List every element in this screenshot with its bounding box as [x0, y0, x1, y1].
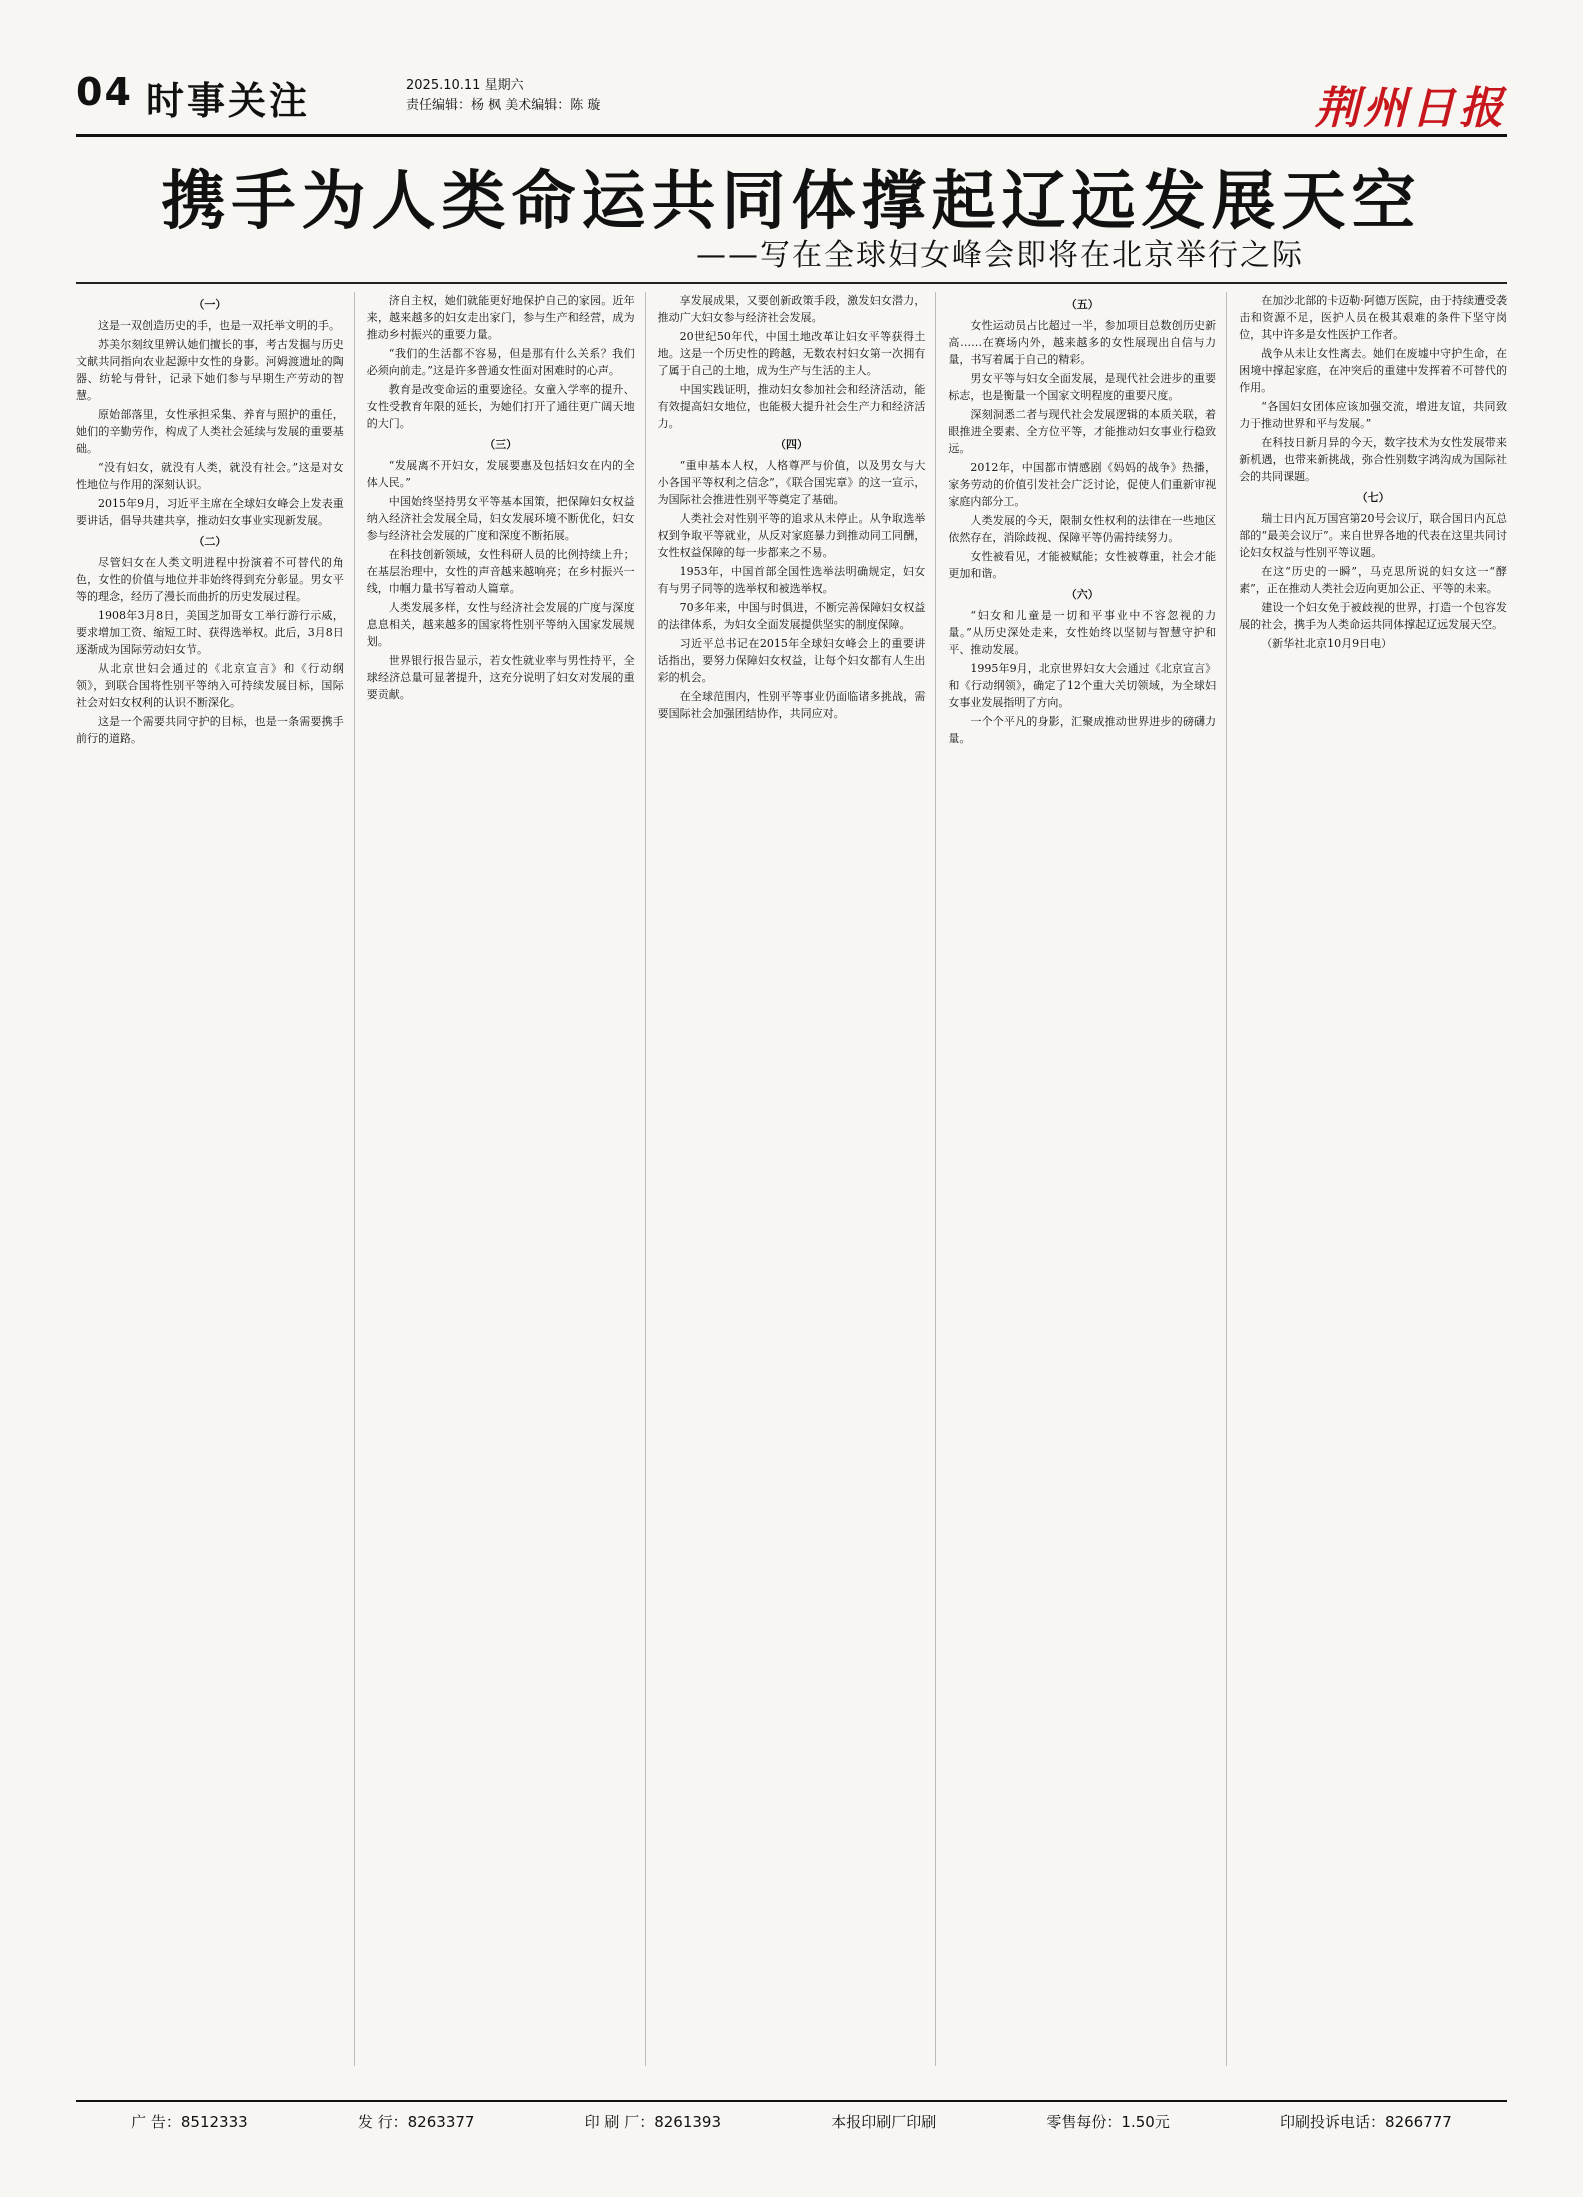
- paragraph: 深刻洞悉二者与现代社会发展逻辑的本质关联，着眼推进全要素、全方位平等，才能推动妇女事业行稳致远。: [948, 408, 1217, 455]
- paragraph: 1995年9月，北京世界妇女大会通过《北京宣言》和《行动纲领》，确定了12个重大关切领域，为全球妇女事业发展指明了方向。: [948, 662, 1217, 709]
- paragraph: “重申基本人权，人格尊严与价值，以及男女与大小各国平等权利之信念”，《联合国宪章》的这一宣示，为国际社会推进性别平等奠定了基础。: [657, 459, 926, 506]
- paragraph: 这是一个需要共同守护的目标，也是一条需要携手前行的道路。: [76, 715, 344, 745]
- paragraph: “没有妇女，就没有人类，就没有社会。”这是对女性地位与作用的深刻认识。: [76, 461, 344, 491]
- paragraph: “我们的生活都不容易，但是那有什么关系？我们必须向前走。”这是许多普通女性面对困难时的心声。: [366, 347, 635, 377]
- paragraph: 原始部落里，女性承担采集、养育与照护的重任，她们的辛勤劳作，构成了人类社会延续与发展的重要基础。: [76, 408, 344, 455]
- paragraph: 中国始终坚持男女平等基本国策，把保障妇女权益纳入经济社会发展全局，妇女发展环境不断优化，妇女参与经济社会发展的广度和深度不断拓展。: [366, 495, 635, 542]
- paragraph: （新华社北京10月9日电）: [1261, 637, 1393, 650]
- footer-bar: [76, 2100, 1507, 2142]
- paragraph: 从北京世妇会通过的《北京宣言》和《行动纲领》，到联合国将性别平等纳入可持续发展目标，国际社会对妇女权利的认识不断深化。: [76, 662, 344, 709]
- paragraph: 1908年3月8日，美国芝加哥女工举行游行示威，要求增加工资、缩短工时、获得选举权。此后，3月8日逐渐成为国际劳动妇女节。: [76, 609, 344, 656]
- paragraph: 在加沙北部的卡迈勒·阿德万医院，由于持续遭受袭击和资源不足，医护人员在极其艰难的条件下坚守岗位，其中许多是女性医护工作者。: [1239, 294, 1507, 341]
- footer-distribution-phone: 发 行：8263377: [357, 2113, 475, 2131]
- paragraph: 战争从未让女性离去。她们在废墟中守护生命，在困境中撑起家庭，在冲突后的重建中发挥着不可替代的作用。: [1239, 347, 1507, 394]
- paragraph: 这是一双创造历史的手，也是一双托举文明的手。: [98, 319, 340, 332]
- paragraph: 2012年，中国都市情感剧《妈妈的战争》热播，家务劳动的价值引发社会广泛讨论，促使人们重新审视家庭内部分工。: [948, 461, 1217, 508]
- paragraph: 20世纪50年代，中国土地改革让妇女平等获得土地。这是一个历史性的跨越，无数农村妇女第一次拥有了属于自己的土地，成为生产与生活的主人。: [657, 330, 926, 377]
- paragraph: 女性被看见，才能被赋能；女性被尊重，社会才能更加和谐。: [948, 550, 1217, 580]
- paragraph: 尽管妇女在人类文明进程中扮演着不可替代的角色，女性的价值与地位并非始终得到充分彰显。男女平等的理念，经历了漫长而曲折的历史发展过程。: [76, 556, 344, 603]
- footer-printer-phone: 印 刷 厂：8261393: [584, 2113, 721, 2131]
- paragraph: 瑞士日内瓦万国宫第20号会议厅，联合国日内瓦总部的“最美会议厅”。来自世界各地的代表在这里共同讨论妇女权益与性别平等议题。: [1239, 512, 1507, 559]
- footer-price: 零售每份：1.50元: [1046, 2113, 1170, 2131]
- paragraph: 人类发展的今天，限制女性权利的法律在一些地区依然存在，消除歧视、保障平等仍需持续努力。: [948, 514, 1217, 544]
- paragraph: 在科技日新月异的今天，数字技术为女性发展带来新机遇，也带来新挑战，弥合性别数字鸿沟成为国际社会的共同课题。: [1239, 436, 1507, 483]
- section-heading: （七）: [1356, 491, 1390, 504]
- paragraph: 男女平等与妇女全面发展，是现代社会进步的重要标志，也是衡量一个国家文明程度的重要尺度。: [948, 372, 1217, 402]
- paragraph: 济自主权，她们就能更好地保护自己的家园。近年来，越来越多的妇女走出家门，参与生产和经营，成为推动乡村振兴的重要力量。: [366, 294, 635, 341]
- paragraph: 人类社会对性别平等的追求从未停止。从争取选举权到争取平等就业，从反对家庭暴力到推动同工同酬，女性权益保障的每一步都来之不易。: [657, 512, 926, 559]
- article-column: [658, 292, 937, 2066]
- section-heading: （四）: [774, 438, 808, 451]
- section-heading: （一）: [193, 298, 227, 311]
- paragraph: 教育是改变命运的重要途径。女童入学率的提升、女性受教育年限的延长，为她们打开了通往更广阔天地的大门。: [366, 383, 635, 430]
- paragraph: 一个个平凡的身影，汇聚成推动世界进步的磅礴力量。: [948, 715, 1217, 745]
- article-column: [76, 292, 355, 2066]
- paragraph: 享发展成果，又要创新政策手段，激发妇女潜力，推动广大妇女参与经济社会发展。: [657, 294, 926, 324]
- article-column: [948, 292, 1227, 2066]
- footer-ad-phone: 广 告：8512333: [131, 2113, 248, 2131]
- editors-credit: 责任编辑：杨 枫 美术编辑：陈 璇: [406, 98, 601, 113]
- masthead: [76, 70, 1507, 137]
- section-title: 时事关注: [146, 79, 311, 123]
- paragraph: 在全球范围内，性别平等事业仍面临诸多挑战，需要国际社会加强团结协作，共同应对。: [657, 690, 926, 720]
- paragraph: 人类发展多样，女性与经济社会发展的广度与深度息息相关，越来越多的国家将性别平等纳入国家发展规划。: [366, 601, 635, 648]
- paragraph: 2015年9月，习近平主席在全球妇女峰会上发表重要讲话，倡导共建共享，推动妇女事业实现新发展。: [76, 497, 344, 527]
- article-subheadline: ——写在全球妇女峰会即将在北京举行之际: [696, 238, 1304, 273]
- page-number: 04: [76, 70, 133, 114]
- paragraph: 在科技创新领域，女性科研人员的比例持续上升；在基层治理中，女性的声音越来越响亮；在乡村振兴一线，巾帼力量书写着动人篇章。: [366, 548, 635, 595]
- paragraph: “妇女和儿童是一切和平事业中不容忽视的力量。”从历史深处走来，女性始终以坚韧与智慧守护和平、推动发展。: [948, 609, 1217, 656]
- article-body: [76, 292, 1507, 2066]
- footer-printer: 本报印刷厂印刷: [831, 2113, 937, 2131]
- paragraph: “发展离不开妇女，发展要惠及包括妇女在内的全体人民。”: [366, 459, 635, 489]
- newspaper-logo: 荆州日报: [1315, 83, 1507, 134]
- article-headline: 携手为人类命运共同体撑起辽远发展天空: [161, 164, 1422, 239]
- footer-complaint-phone: 印刷投诉电话：8266777: [1280, 2113, 1452, 2131]
- article-column: [367, 292, 646, 2066]
- paragraph: 习近平总书记在2015年全球妇女峰会上的重要讲话指出，要努力保障妇女权益，让每个妇女都有人生出彩的机会。: [657, 637, 926, 684]
- section-heading: （二）: [193, 535, 227, 548]
- paragraph: 中国实践证明，推动妇女参加社会和经济活动，能有效提高妇女地位，也能极大提升社会生产力和经济活力。: [657, 383, 926, 430]
- issue-meta: [406, 76, 600, 116]
- paragraph: 世界银行报告显示，若女性就业率与男性持平，全球经济总量可显著提升，这充分说明了妇女对发展的重要贡献。: [366, 654, 635, 701]
- section-heading: （五）: [1065, 298, 1099, 311]
- paragraph: 在这“历史的一瞬”，马克思所说的妇女这一“酵素”，正在推动人类社会迈向更加公正、平等的未来。: [1239, 565, 1507, 595]
- paragraph: 1953年，中国首部全国性选举法明确规定，妇女有与男子同等的选举权和被选举权。: [657, 565, 926, 595]
- headline-rule: [76, 282, 1507, 284]
- article-column: [1239, 292, 1507, 2066]
- paragraph: 苏美尔刻纹里辨认她们擅长的事，考古发掘与历史文献共同指向农业起源中女性的身影。河姆渡遗址的陶器、纺轮与骨针，记录下她们参与早期生产劳动的智慧。: [76, 338, 344, 402]
- section-heading: （六）: [1065, 588, 1099, 601]
- section-heading: （三）: [484, 438, 518, 451]
- paragraph: “各国妇女团体应该加强交流，增进友谊，共同致力于推动世界和平与发展。”: [1239, 400, 1507, 430]
- paragraph: 女性运动员占比超过一半，参加项目总数创历史新高……在赛场内外，越来越多的女性展现出自信与力量，书写着属于自己的精彩。: [948, 319, 1217, 366]
- paragraph: 建设一个妇女免于被歧视的世界，打造一个包容发展的社会，携手为人类命运共同体撑起辽远发展天空。: [1239, 601, 1507, 631]
- issue-date: 2025.10.11 星期六: [406, 78, 524, 93]
- paragraph: 70多年来，中国与时俱进，不断完善保障妇女权益的法律体系，为妇女全面发展提供坚实的制度保障。: [657, 601, 926, 631]
